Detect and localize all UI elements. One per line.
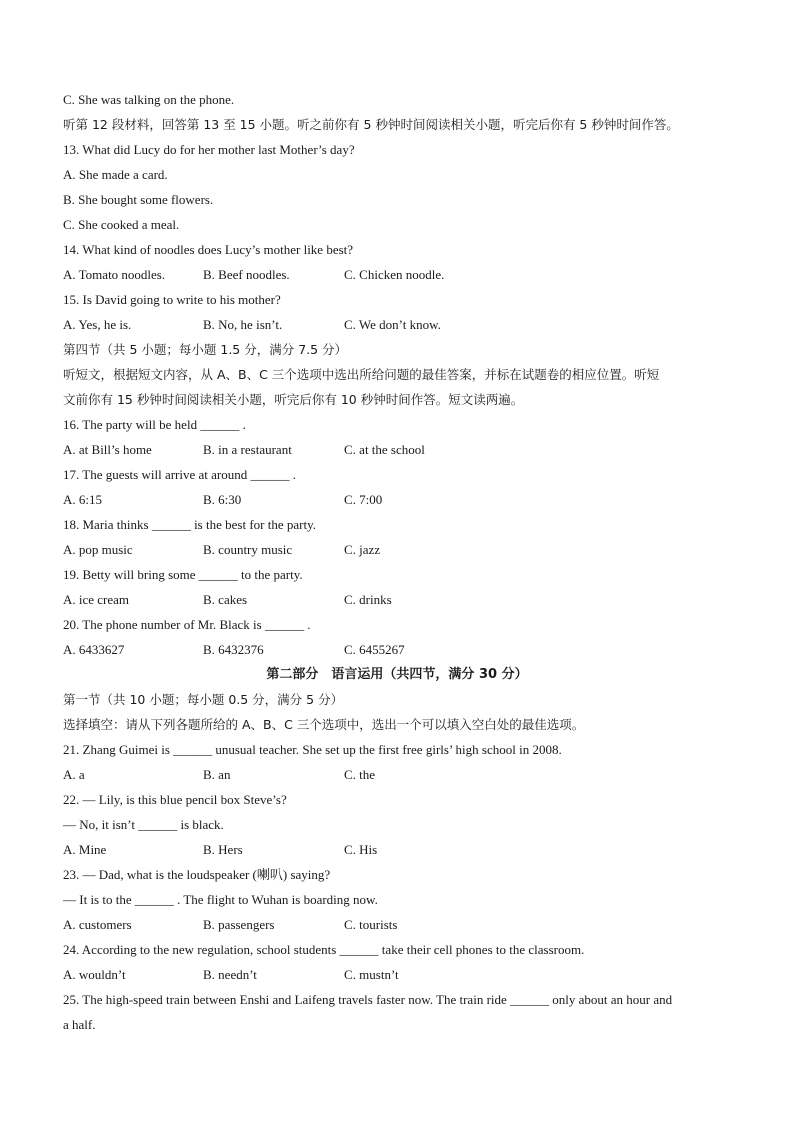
q23-option-a: A. customers (63, 917, 132, 932)
section-4-instruction-2: 文前你有 15 秒钟时间阅读相关小题，听完后你有 10 秒钟时间作答。短文读两遍。 (63, 392, 524, 407)
part-2-heading: 第二部分 语言运用（共四节，满分 30 分） (266, 667, 528, 682)
q15-option-c: C. We don’t know. (344, 317, 441, 332)
q20-option-a: A. 6433627 (63, 642, 125, 657)
q12-option-c: C. She was talking on the phone. (63, 92, 235, 107)
q14-option-a: A. Tomato noodles. (63, 267, 166, 282)
q23-option-b: B. passengers (203, 917, 275, 932)
question-25-continued: a half. (63, 1017, 96, 1032)
q18-option-b: B. country music (203, 542, 293, 557)
q16-option-c: C. at the school (344, 442, 425, 457)
question-23: 23. — Dad, what is the loudspeaker (喇叭) saying? (63, 867, 331, 882)
q16-option-a: A. at Bill’s home (63, 442, 152, 457)
q15-option-b: B. No, he isn’t. (203, 317, 283, 332)
question-15: 15. Is David going to write to his mother? (63, 292, 281, 307)
q24-option-b: B. needn’t (203, 967, 257, 982)
q16-option-b: B. in a restaurant (203, 442, 292, 457)
question-21: 21. Zhang Guimei is ______ unusual teacher. She set up the first free girls’ high school in 2008. (63, 742, 562, 757)
q24-option-a: A. wouldn’t (63, 967, 126, 982)
question-14: 14. What kind of noodles does Lucy’s mother like best? (63, 242, 354, 257)
q19-option-a: A. ice cream (63, 592, 130, 607)
q13-option-a: A. She made a card. (63, 167, 168, 182)
question-19: 19. Betty will bring some ______ to the party. (63, 567, 303, 582)
question-18: 18. Maria thinks ______ is the best for the party. (63, 517, 316, 532)
q14-option-c: C. Chicken noodle. (344, 267, 445, 282)
q13-option-c: C. She cooked a meal. (63, 217, 180, 232)
q24-option-c: C. mustn’t (344, 967, 399, 982)
section-1-heading: 第一节（共 10 小题；每小题 0.5 分，满分 5 分） (63, 692, 344, 707)
q22-option-a: A. Mine (63, 842, 107, 857)
q17-option-c: C. 7:00 (344, 492, 383, 507)
q17-option-b: B. 6:30 (203, 492, 242, 507)
q14-option-b: B. Beef noodles. (203, 267, 290, 282)
q15-option-a: A. Yes, he is. (63, 317, 132, 332)
q22-option-c: C. His (344, 842, 378, 857)
section-4-instruction-1: 听短文，根据短文内容，从 A、B、C 三个选项中选出所给问题的最佳答案，并标在试题卷的相应位置。听短 (63, 367, 660, 382)
q18-option-c: C. jazz (344, 542, 381, 557)
question-22: 22. — Lily, is this blue pencil box Steve’s? (63, 792, 287, 807)
q22-option-b: B. Hers (203, 842, 243, 857)
q21-option-c: C. the (344, 767, 376, 782)
question-23-reply: — It is to the ______ . The flight to Wuhan is boarding now. (63, 892, 378, 907)
instruction-passage-12: 听第 12 段材料，回答第 13 至 15 小题。听之前你有 5 秒钟时间阅读相关小题，听完后你有 5 秒钟时间作答。 (63, 117, 679, 132)
q23-option-c: C. tourists (344, 917, 398, 932)
q21-option-b: B. an (203, 767, 231, 782)
fill-in-instruction: 选择填空：请从下列各题所给的 A、B、C 三个选项中，选出一个可以填入空白处的最佳选项。 (63, 717, 585, 732)
q19-option-b: B. cakes (203, 592, 248, 607)
question-16: 16. The party will be held ______ . (63, 417, 246, 432)
question-25: 25. The high-speed train between Enshi and Laifeng travels faster now. The train ride ______ only about an hour and (63, 992, 673, 1007)
q20-option-b: B. 6432376 (203, 642, 264, 657)
q19-option-c: C. drinks (344, 592, 392, 607)
q17-option-a: A. 6:15 (63, 492, 102, 507)
q13-option-b: B. She bought some flowers. (63, 192, 214, 207)
question-17: 17. The guests will arrive at around ______ . (63, 467, 296, 482)
q20-option-c: C. 6455267 (344, 642, 405, 657)
q18-option-a: A. pop music (63, 542, 133, 557)
q21-option-a: A. a (63, 767, 85, 782)
question-24: 24. According to the new regulation, school students ______ take their cell phones to the classroom. (63, 942, 585, 957)
section-4-heading: 第四节（共 5 小题；每小题 1.5 分，满分 7.5 分） (63, 342, 348, 357)
question-20: 20. The phone number of Mr. Black is ______ . (63, 617, 311, 632)
question-22-reply: — No, it isn’t ______ is black. (63, 817, 224, 832)
question-13: 13. What did Lucy do for her mother last Mother’s day? (63, 142, 355, 157)
